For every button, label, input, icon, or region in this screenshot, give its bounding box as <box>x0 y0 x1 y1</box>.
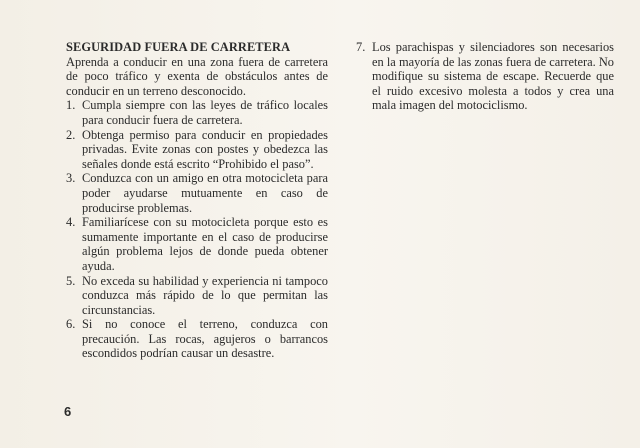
list-item <box>66 274 328 318</box>
list-item-number: 5. <box>66 273 76 288</box>
list-item-number: 2. <box>66 127 76 142</box>
list-item-text: Obtenga permiso para conducir en propiedades privadas. Evite zonas con postes y obedezca las señales donde está escrito “Prohibido el paso”. <box>82 127 328 171</box>
list-item-text: Cumpla siempre con las leyes de tráfico locales para conducir fuera de carretera. <box>82 98 328 127</box>
section-intro: Aprenda a conducir en una zona fuera de carretera de poco tráfico y exenta de obstáculos antes de conducir en un terreno desconocido. <box>66 54 328 98</box>
list-item-text: Los parachispas y silenciadores son necesarios en la mayoría de las zonas fuera de carretera. No modifique su sistema de escape. Recuerde que el ruido excesivo molesta a todos y crea una mala imagen del motociclismo. <box>372 40 614 113</box>
list-item <box>356 40 614 113</box>
list-item-text: Familiarícese con su motocicleta porque esto es sumamente importante en el caso de producirse algún problema lejos de donde pueda obtener ayuda. <box>82 215 328 273</box>
list-item-number: 4. <box>66 215 76 230</box>
list-item-number: 6. <box>66 317 76 332</box>
safety-list <box>66 98 328 361</box>
list-item <box>66 128 328 172</box>
list-item <box>66 215 328 273</box>
list-item-text: No exceda su habilidad y experiencia ni tampoco conduzca más rápido de lo que permitan las circunstancias. <box>82 273 328 317</box>
page-number: 6 <box>64 404 72 419</box>
list-item-number: 1. <box>66 98 76 113</box>
list-item <box>66 171 328 215</box>
right-column <box>356 40 614 113</box>
list-item-number: 3. <box>66 171 76 186</box>
section-heading: SEGURIDAD FUERA DE CARRETERA <box>66 40 291 54</box>
list-item-text: Si no conoce el terreno, conduzca con precaución. Las rocas, agujeros o barrancos escondidos podrían causar un desastre. <box>82 317 328 361</box>
list-item-text: Conduzca con un amigo en otra motocicleta para poder ayudarse mutuamente en caso de producirse problemas. <box>82 171 328 215</box>
list-item <box>66 98 328 127</box>
list-item-number: 7. <box>356 40 366 54</box>
left-column <box>66 40 328 361</box>
list-item <box>66 317 328 361</box>
safety-list-continued <box>356 40 614 113</box>
